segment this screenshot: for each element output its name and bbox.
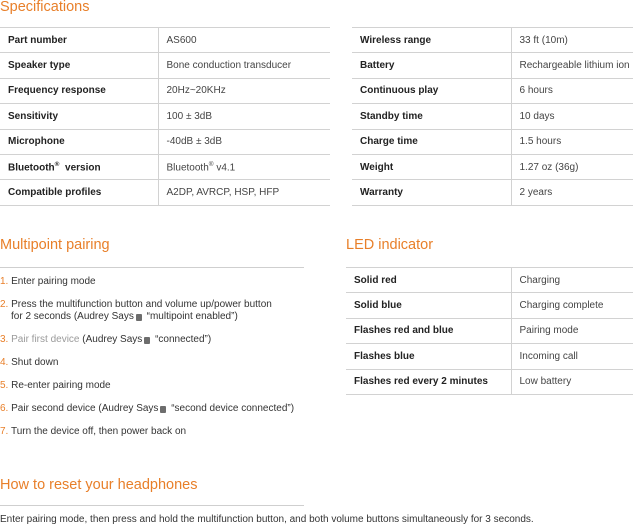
registered-mark: ® (54, 160, 60, 168)
spec-value: 1.5 hours (511, 129, 633, 154)
spec-value: 6 hours (511, 78, 633, 103)
step-text-part: “second device connected”) (168, 403, 295, 414)
led-table (346, 267, 633, 395)
spec-label: Weight (352, 154, 511, 179)
table-row (0, 154, 330, 179)
pairing-steps-list (0, 276, 320, 449)
step-text-part: Pair second device (Audrey Says (11, 403, 159, 414)
step-text-continued (0, 311, 320, 323)
step-text: Shut down (11, 357, 59, 368)
step-text: Enter pairing mode (11, 276, 96, 287)
reset-instructions: Enter pairing mode, then press and hold the multifunction button, and both volume buttons simultaneously for 3 seconds. (0, 514, 534, 525)
step-text-part: for 2 seconds (Audrey Says (11, 311, 134, 322)
table-row (0, 53, 330, 78)
table-row (352, 104, 633, 129)
table-row (352, 180, 633, 205)
spec-value: -40dB ± 3dB (158, 129, 330, 154)
spec-label: Warranty (352, 180, 511, 205)
specs-table-right (352, 27, 633, 206)
list-item (0, 334, 320, 346)
spec-value: 20Hz~20KHz (158, 78, 330, 103)
led-value: Charging (511, 268, 633, 293)
spec-value: 10 days (511, 104, 633, 129)
speaker-icon (160, 406, 166, 413)
spec-value: 100 ± 3dB (158, 104, 330, 129)
table-row (0, 28, 330, 53)
step-number: 5. (0, 380, 9, 391)
table-row (352, 53, 633, 78)
table-row (346, 369, 633, 394)
spec-label: Speaker type (0, 53, 158, 78)
table-row (0, 180, 330, 205)
list-item (0, 380, 320, 392)
led-value: Low battery (511, 369, 633, 394)
step-text: Turn the device off, then power back on (10, 426, 187, 437)
spec-label: Battery (352, 53, 511, 78)
table-row (352, 78, 633, 103)
led-label: Flashes red every 2 minutes (346, 369, 511, 394)
led-value: Incoming call (511, 344, 633, 369)
spec-label: Charge time (352, 129, 511, 154)
led-value: Charging complete (511, 293, 633, 318)
spec-value: Rechargeable lithium ion (511, 53, 633, 78)
bluetooth-version-word: version (65, 162, 101, 174)
step-number: 1. (0, 276, 9, 287)
bluetooth-value-word: Bluetooth (166, 162, 209, 174)
bluetooth-value-version: v4.1 (216, 162, 236, 174)
spec-label: Sensitivity (0, 104, 158, 129)
step-text-faded: Pair first device (11, 334, 80, 345)
list-item (0, 357, 320, 369)
table-row (0, 129, 330, 154)
table-row (346, 318, 633, 343)
divider (0, 505, 304, 506)
table-row (0, 104, 330, 129)
list-item (0, 276, 320, 288)
table-row (352, 154, 633, 179)
step-number: 6. (0, 403, 9, 414)
spec-label: Frequency response (0, 78, 158, 103)
spec-label (0, 154, 158, 179)
led-title: LED indicator (346, 237, 434, 253)
spec-label: Part number (0, 28, 158, 53)
step-text: Re-enter pairing mode (11, 380, 111, 391)
list-item (0, 299, 320, 323)
step-number: 3. (0, 334, 9, 345)
table-row (352, 129, 633, 154)
step-text-part: (Audrey Says (79, 334, 143, 345)
spec-label: Continuous play (352, 78, 511, 103)
speaker-icon (144, 337, 150, 344)
step-text-part: “multipoint enabled”) (143, 311, 238, 322)
led-value: Pairing mode (511, 318, 633, 343)
step-number: 4. (0, 357, 9, 368)
step-number: 7. (0, 426, 9, 437)
specifications-title: Specifications (0, 0, 90, 15)
led-label: Solid red (346, 268, 511, 293)
spec-value: 2 years (511, 180, 633, 205)
spec-value (158, 154, 330, 179)
multipoint-title: Multipoint pairing (0, 237, 110, 253)
spec-value: Bone conduction transducer (158, 53, 330, 78)
divider (0, 267, 304, 268)
step-text-part: “connected”) (152, 334, 212, 345)
spec-label: Standby time (352, 104, 511, 129)
registered-mark: ® (208, 160, 214, 168)
led-label: Flashes red and blue (346, 318, 511, 343)
spec-value: A2DP, AVRCP, HSP, HFP (158, 180, 330, 205)
table-row (0, 78, 330, 103)
bluetooth-word: Bluetooth (8, 162, 55, 174)
step-number: 2. (0, 299, 9, 310)
spec-value: 33 ft (10m) (511, 28, 633, 53)
led-label: Flashes blue (346, 344, 511, 369)
speaker-icon (136, 314, 142, 321)
table-row (346, 268, 633, 293)
spec-value: 1.27 oz (36g) (511, 154, 633, 179)
step-text: Press the multifunction button and volume up/power button (11, 299, 272, 310)
spec-label: Compatible profiles (0, 180, 158, 205)
list-item (0, 426, 320, 438)
spec-value: AS600 (158, 28, 330, 53)
list-item (0, 403, 320, 415)
led-label: Solid blue (346, 293, 511, 318)
table-row (352, 28, 633, 53)
table-row (346, 344, 633, 369)
table-row (346, 293, 633, 318)
specs-table-left (0, 27, 330, 206)
reset-title: How to reset your headphones (0, 477, 198, 493)
spec-label: Wireless range (352, 28, 511, 53)
spec-label: Microphone (0, 129, 158, 154)
